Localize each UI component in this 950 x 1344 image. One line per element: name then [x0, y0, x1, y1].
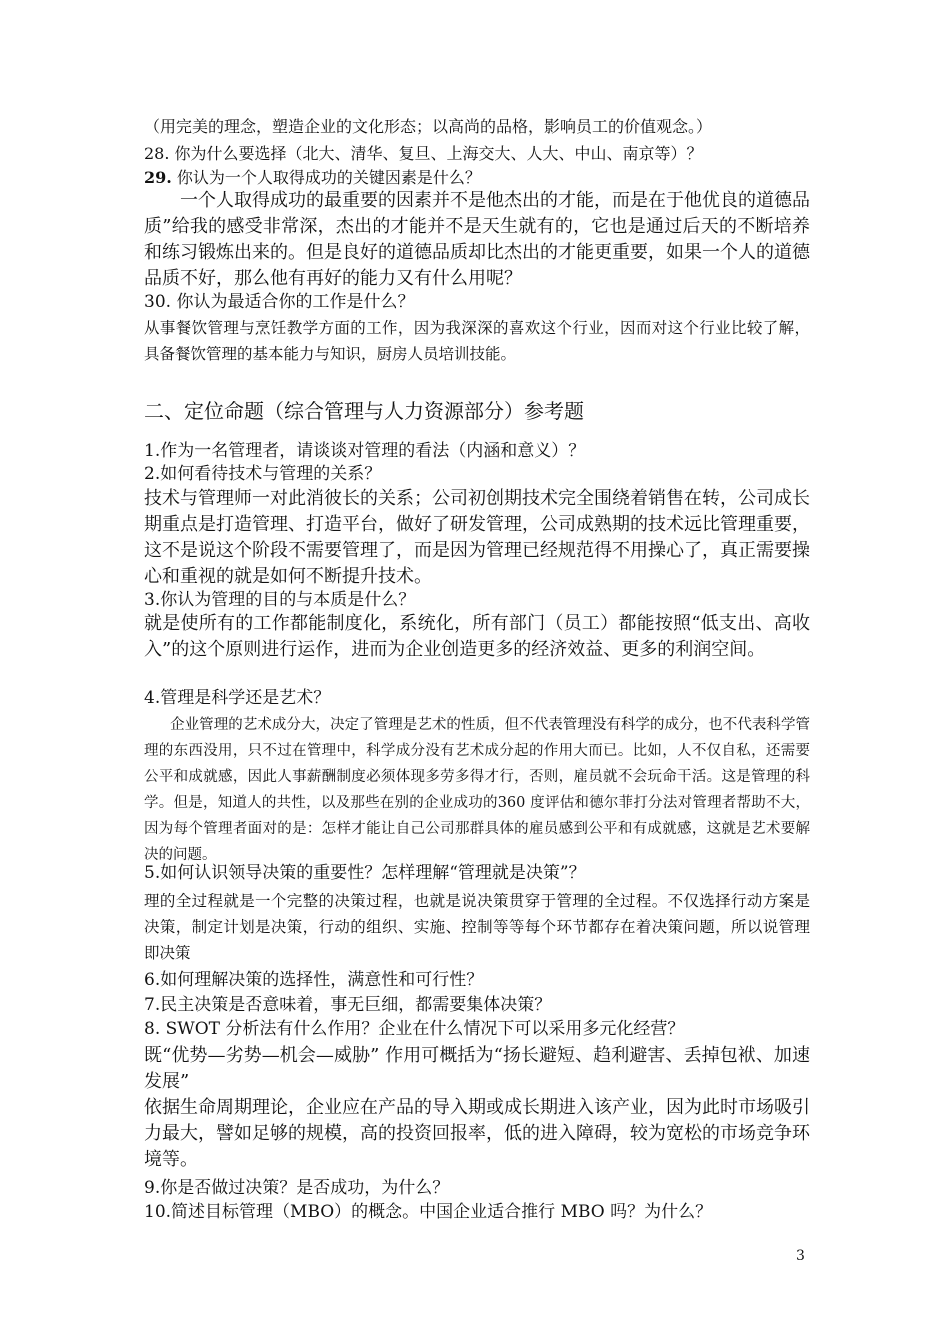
- question-29-number: 29.: [144, 168, 172, 187]
- intro-line: （用完美的理念，塑造企业的文化形态；以高尚的品格，影响员工的价值观念。）: [144, 117, 713, 136]
- question-s8: 8. SWOT 分析法有什么作用？企业在什么情况下可以采用多元化经营？: [144, 1019, 685, 1039]
- question-s7: 7.民主决策是否意味着，事无巨细，都需要集体决策？: [144, 995, 552, 1015]
- answer-s2: 技术与管理师一对此消彼长的关系；公司初创期技术完全围绕着销售在转，公司成长期重点是打造管理、打造平台，做好了研发管理，公司成熟期的技术远比管理重要，这不是说这个阶段不需要管理了，而是因为管理已经规范得不用操心了，真正需要操心和重视的就是如何不断提升技术。: [144, 488, 810, 587]
- answer-29: 一个人取得成功的最重要的因素并不是他杰出的才能，而是在于他优良的道德品质”给我的感受非常深，杰出的才能并不是天生就有的，它也是通过后天的不断培养和练习锻炼出来的。但是良好的道德品质却比杰出的才能更重要，如果一个人的道德品质不好，那么他有再好的能力又有什么用呢？: [144, 190, 810, 289]
- question-28: 28. 你为什么要选择（北大、清华、复旦、上海交大、人大、中山、南京等）？: [144, 144, 703, 163]
- answer-30: 从事餐饮管理与烹饪教学方面的工作，因为我深深的喜欢这个行业，因而对这个行业比较了解，具备餐饮管理的基本能力与知识，厨房人员培训技能。: [144, 319, 810, 363]
- question-s5: 5.如何认识领导决策的重要性？怎样理解“管理就是决策”？: [144, 863, 586, 883]
- page-number: 3: [796, 1248, 805, 1264]
- question-30: 30. 你认为最适合你的工作是什么？: [144, 292, 415, 312]
- answer-s8-diversification: 依据生命周期理论，企业应在产品的导入期或成长期进入该产业，因为此时市场吸引力最大，譬如足够的规模，高的投资回报率，低的进入障碍，较为宽松的市场竞争环境等。: [144, 1097, 810, 1170]
- question-29-text: 你认为一个人取得成功的关键因素是什么？: [171, 168, 481, 187]
- answer-s3: 就是使所有的工作都能制度化，系统化，所有部门（员工）都能按照“低支出、高收入”的这个原则进行运作，进而为企业创造更多的经济效益、更多的利润空间。: [144, 613, 810, 660]
- question-s9: 9.你是否做过决策？是否成功，为什么？: [144, 1178, 450, 1198]
- question-s2: 2.如何看待技术与管理的关系？: [144, 464, 382, 484]
- question-s10: 10.简述目标管理（MBO）的概念。中国企业适合推行 MBO 吗？为什么？: [144, 1202, 713, 1222]
- question-s1: 1.作为一名管理者，请谈谈对管理的看法（内涵和意义）？: [144, 441, 586, 461]
- question-s3: 3.你认为管理的目的与本质是什么？: [144, 590, 416, 610]
- section-2-title: 二、定位命题（综合管理与人力资源部分）参考题: [144, 399, 584, 423]
- answer-s8-swot: 既“优势—劣势—机会—威胁” 作用可概括为“扬长避短、趋利避害、丢掉包袱、加速发展”: [144, 1045, 810, 1092]
- answer-s5: 理的全过程就是一个完整的决策过程，也就是说决策贯穿于管理的全过程。不仅选择行动方案是决策，制定计划是决策，行动的组织、实施、控制等等每个环节都存在着决策问题，所以说管理即决策: [144, 892, 810, 962]
- question-29: [144, 167, 810, 189]
- question-s6: 6.如何理解决策的选择性，满意性和可行性？: [144, 970, 484, 990]
- answer-s4: 企业管理的艺术成分大，决定了管理是艺术的性质，但不代表管理没有科学的成分，也不代表科学管理的东西没用，只不过在管理中，科学成分没有艺术成分起的作用大而已。比如，人不仅自私，还需要公平和成就感，因此人事薪酬制度必须体现多劳多得才行，否则，雇员就不会玩命干活。这是管理的科学。但是，知道人的共性，以及那些在别的企业成功的360 度评估和德尔菲打分法对管理者帮助不大，因为每个管理者面对的是：怎样才能让自己公司那群具体的雇员感到公平和有成就感，这就是艺术要解决的问题。: [144, 717, 810, 863]
- question-s4: 4.管理是科学还是艺术？: [144, 688, 331, 708]
